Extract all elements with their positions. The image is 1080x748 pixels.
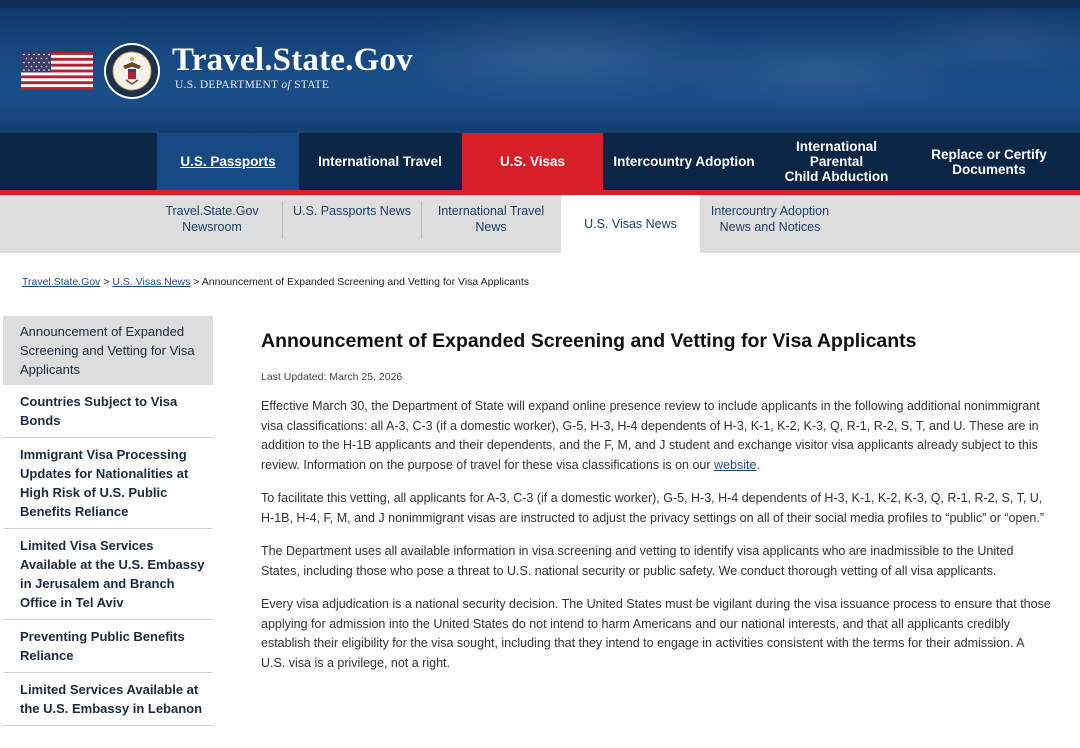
sub-nav-item-label [438,203,544,235]
nav-item-label-line1: Replace or Certify [931,146,1047,162]
paragraph-text-end: . [756,457,760,472]
sidebar [3,316,213,726]
sidebar-item-jerusalem-services[interactable]: Limited Visa Services Available at the U.S. Embassy in Jerusalem and Branch Office in Tel Aviv [3,529,213,620]
breadcrumb [22,276,529,288]
article-paragraph: To facilitate this vetting, all applicants for A-3, C-3 (if a domestic worker), G-5, H-3, H-4 dependents of H-3, K-1, K-2, K-3, Q, R-1, R-2, S, T, U, H-1B, H-4, F, M, and J nonimmigrant visas are instructed to adjust the privacy settings on all of their social media profiles to “public” or “open.” [261,491,1044,525]
nav-item-label: U.S. Passports [180,154,276,169]
sub-nav-item-label [165,203,258,235]
sub-nav-item-adoption-news[interactable] [700,195,840,253]
sidebar-item-immigrant-visa-processing[interactable]: Immigrant Visa Processing Updates for Nationalities at High Risk of U.S. Public Benefits Reliance [3,438,213,529]
sub-nav [0,195,1080,253]
sub-nav-item-label-line1: International Travel [437,204,545,218]
sub-nav-item-label-line2: News and Notices [719,220,821,234]
sub-nav-item-label [711,203,829,235]
nav-item-us-visas[interactable] [462,133,603,190]
site-title[interactable]: Travel.State.Gov [172,42,413,78]
article-paragraph: Every visa adjudication is a national security decision. The United States must be vigilant during the visa issuance process to ensure that those applying for admission into the United States do not intend to harm Americans and our national interests, and that all applicants credibly establish their eligibility for the visa sought, including that they intend to engage in activities consistent with the terms for their admission. A U.S. visa is a privilege, not a right. [261,597,1051,670]
breadcrumb-link-home[interactable]: Travel.State.Gov [22,276,101,288]
header-top-strip [0,0,1080,8]
nav-item-label [768,139,905,184]
sidebar-item-visa-bonds[interactable]: Countries Subject to Visa Bonds [3,385,213,438]
site-subtitle [175,79,329,91]
article-title: Announcement of Expanded Screening and Vetting for Visa Applicants [261,330,917,352]
sub-nav-item-label-line1: Intercountry Adoption [710,204,830,218]
article-paragraph: The Department uses all available information in visa screening and vetting to identify visa applicants who are inadmissible to the United States, including those who pose a threat to U.S. national security or public safety. We conduct thorough vetting of all visa applicants. [261,544,1014,578]
nav-item-international-parental-child-abduction[interactable] [764,133,909,190]
sidebar-item-expanded-screening[interactable]: Announcement of Expanded Screening and Vetting for Visa Applicants [3,316,213,385]
department-of-state-seal-icon[interactable] [103,42,161,100]
nav-item-us-passports[interactable] [157,133,299,190]
sub-nav-item-label: U.S. Visas News [584,217,677,231]
sub-nav-item-newsroom[interactable] [142,195,282,253]
sub-nav-item-label-line1: Travel.State.Gov [165,204,259,218]
nav-item-label: International Travel [318,154,442,169]
article-paragraph [261,397,1051,475]
nav-item-replace-or-certify-documents[interactable] [910,133,1068,190]
nav-item-label [931,147,1047,177]
nav-item-label-line1: International Parental [795,139,877,169]
article [261,328,1051,673]
main-nav [0,133,1080,190]
paragraph-text: Effective March 30, the Department of State will expand online presence review to include applicants in the following additional nonimmigrant visa classifications: all A-3, C-3 (if a domestic worker), G-5, H-3, H-4 dependents of H-3, K-1, K-2, K-3, Q, R-1, R-2, S, T, and U. These are in addition to the H-1B applicants and their dependents, and the F, M, and J student and exchange visitor visa applicants already subject to this review. Information on the purpose of travel for these visa classifications is on our [261,399,1040,472]
site-header [0,0,1080,133]
nav-item-label: U.S. Visas [499,154,566,169]
breadcrumb-link-visas-news[interactable]: U.S. Visas News [112,276,191,288]
sidebar-item-public-benefits[interactable]: Preventing Public Benefits Reliance [3,620,213,673]
nav-item-label-line2: Child Abduction [784,169,889,184]
subtitle-of: of [281,79,291,91]
last-updated: Last Updated: March 25, 2026 [261,371,403,383]
sub-nav-item-passports-news[interactable] [283,195,421,253]
nav-item-label: Intercountry Adoption [613,154,755,169]
nav-item-label-line2: Documents [952,161,1026,177]
nav-item-intercountry-adoption[interactable] [604,133,764,190]
website-link[interactable]: website [714,457,757,472]
sub-nav-item-international-travel-news[interactable] [422,195,560,253]
sub-nav-item-label-line2: Newsroom [182,220,242,234]
breadcrumb-current: Announcement of Expanded Screening and Vetting for Visa Applicants [201,276,530,288]
subtitle-part2: STATE [294,79,330,91]
us-flag-icon[interactable] [21,52,93,90]
breadcrumb-separator: > [100,276,113,288]
nav-item-international-travel[interactable] [299,133,461,190]
sub-nav-item-label-line2: News [475,220,507,234]
subtitle-part1: U.S. DEPARTMENT [175,79,279,91]
sub-nav-item-label: U.S. Passports News [292,204,412,218]
sub-nav-item-visas-news[interactable] [561,195,700,253]
sidebar-item-lebanon-services[interactable]: Limited Services Available at the U.S. Embassy in Lebanon [3,673,213,726]
breadcrumb-separator: > [190,276,202,288]
